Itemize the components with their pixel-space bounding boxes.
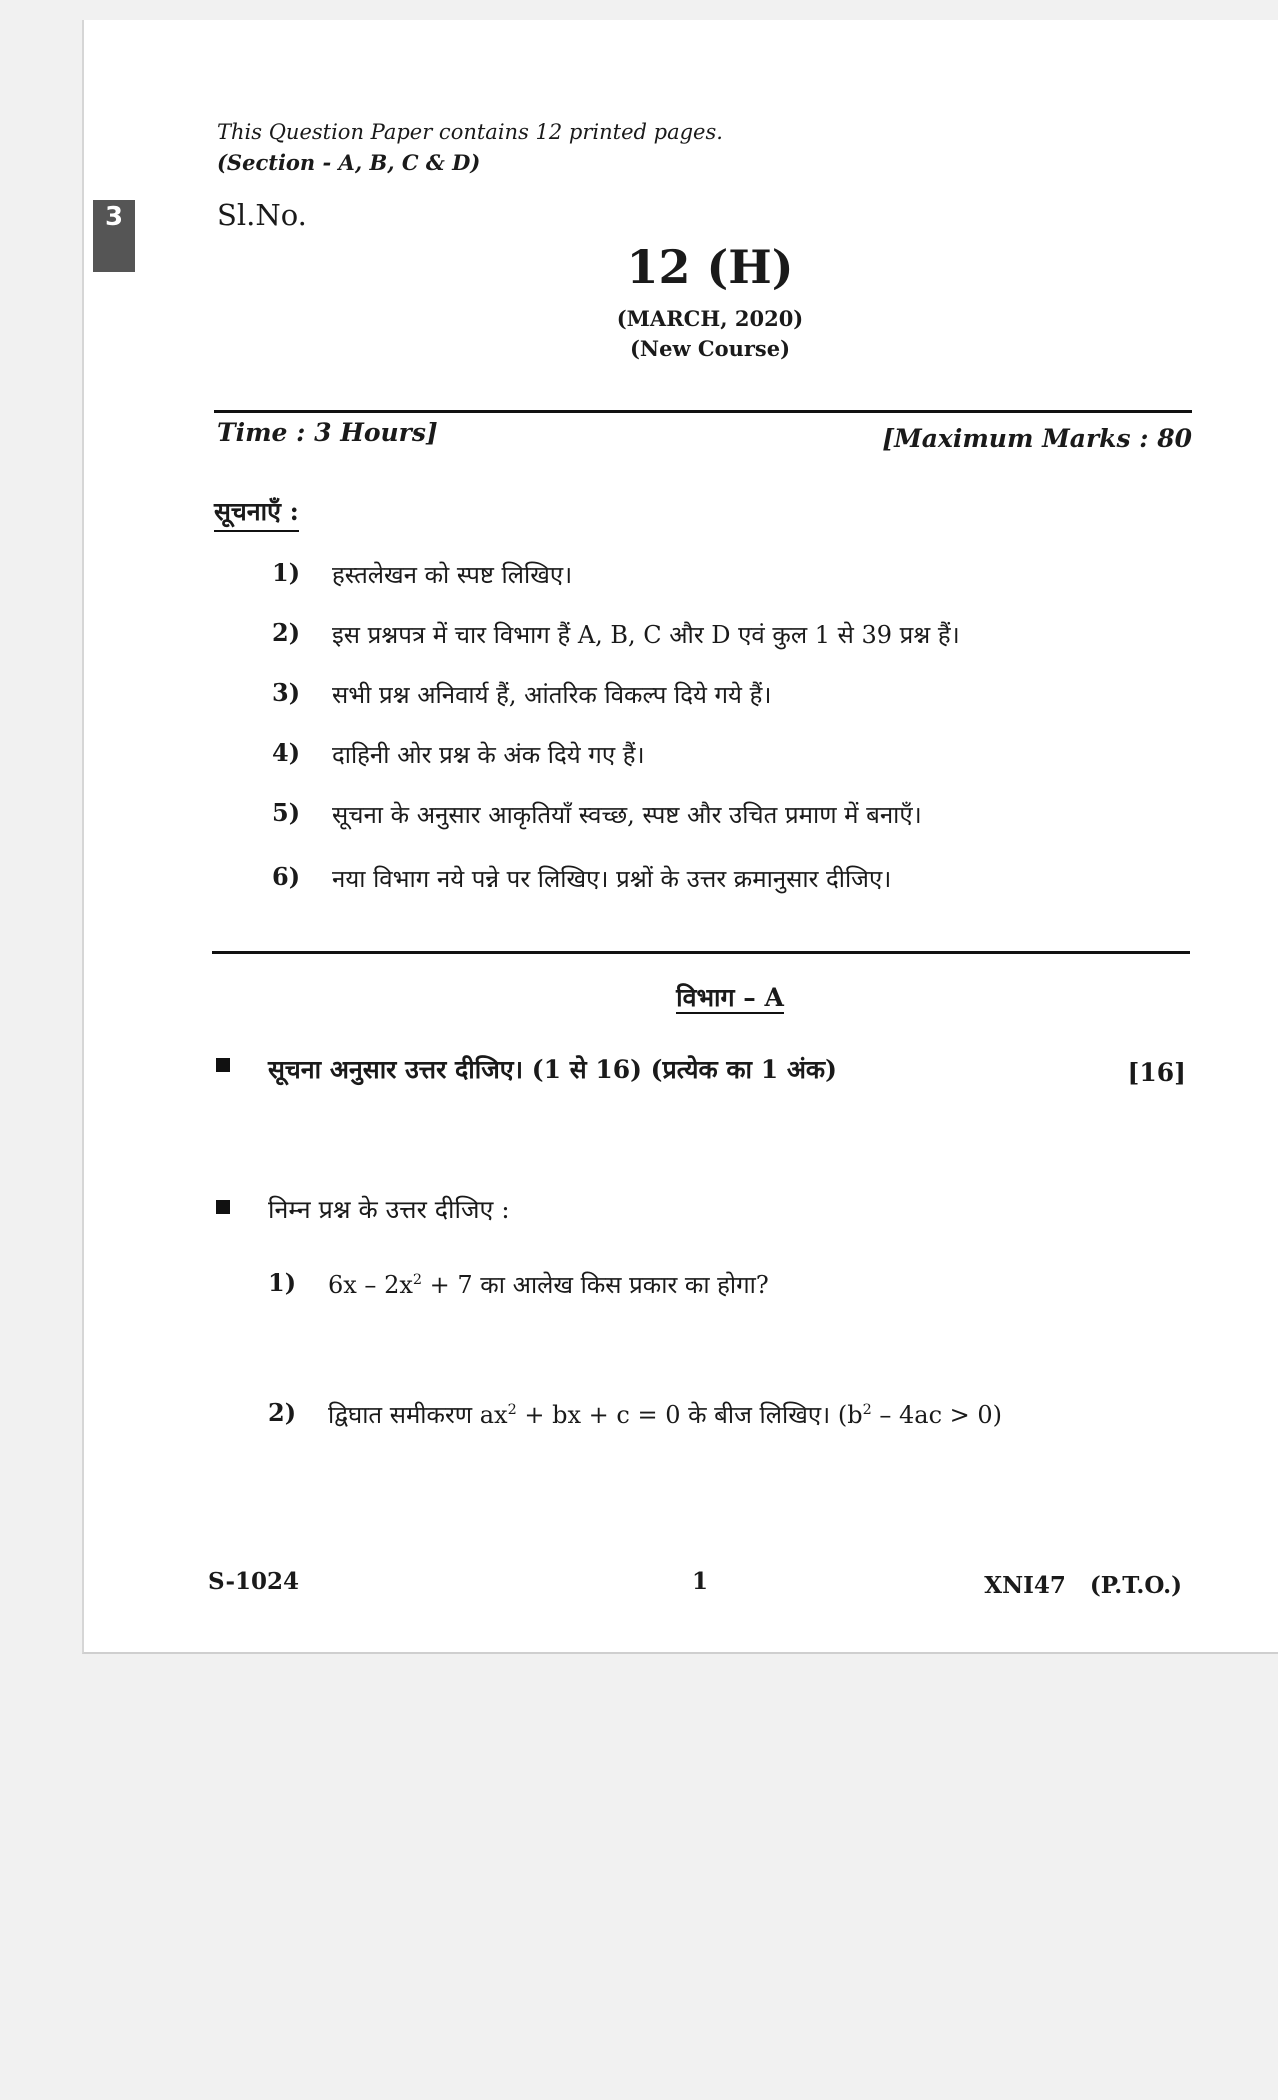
section-a-title-text: विभाग – A: [676, 983, 784, 1012]
question-text-part: 6x – 2x: [328, 1271, 413, 1299]
exam-date: (MARCH, 2020): [616, 306, 804, 331]
section-a-title: [580, 980, 880, 1014]
exponent: 2: [412, 1272, 423, 1288]
time-label: Time : 3 Hours]: [217, 418, 438, 447]
pages-line: This Question Paper contains 12 printed pages.: [217, 120, 723, 144]
question-number: 2): [268, 1398, 297, 1427]
instruction-text: सभी प्रश्न अनिवार्य हैं, आंतरिक विकल्प दिये गये हैं।: [332, 681, 772, 709]
slno-label: Sl.No.: [217, 198, 307, 232]
instruction-text: दाहिनी ओर प्रश्न के अंक दिये गए हैं।: [332, 741, 645, 769]
instruction-text: नया विभाग नये पन्ने पर लिखिए। प्रश्नों के उत्तर क्रमानुसार दीजिए।: [332, 865, 892, 893]
instruction-number: 6): [272, 862, 301, 891]
question-text-part: द्विघात समीकरण ax: [328, 1401, 508, 1429]
exponent: 2: [862, 1402, 872, 1418]
footer-right: XNI47 (P.T.O.): [984, 1572, 1182, 1599]
instruction-number: 1): [272, 558, 301, 587]
question-text: [328, 1268, 769, 1301]
page-number: 1: [691, 1568, 708, 1595]
instruction-number: 5): [272, 798, 301, 827]
instruction-text: इस प्रश्नपत्र में चार विभाग हैं A, B, C और D एवं कुल 1 से 39 प्रश्न हैं।: [332, 621, 960, 649]
header-divider: [214, 410, 1192, 413]
sub-instruction: निम्न प्रश्न के उत्तर दीजिए :: [268, 1195, 510, 1224]
instructions-divider: [212, 951, 1190, 954]
max-marks-label: [Maximum Marks : 80: [882, 424, 1192, 453]
course-label: (New Course): [629, 336, 791, 361]
bullet-icon: [216, 1200, 230, 1214]
sections-line: (Section - A, B, C & D): [217, 150, 481, 175]
instruction-number: 2): [272, 618, 301, 647]
instruction-text: हस्तलेखन को स्पष्ट लिखिए।: [332, 561, 573, 589]
instruction-number: 4): [272, 738, 301, 767]
bullet-icon: [216, 1058, 230, 1072]
question-text-part: – 4ac > 0): [871, 1401, 1003, 1429]
instructions-heading: सूचनाएँ :: [214, 494, 299, 532]
section-a-marks: [16]: [1127, 1058, 1186, 1087]
instruction-text: सूचना के अनुसार आकृतियाँ स्वच्छ, स्पष्ट और उचित प्रमाण में बनाएँ।: [332, 801, 922, 829]
question-text-part: + bx + c = 0 के बीज लिखिए। (b: [516, 1401, 863, 1429]
paper-code: 12 (H): [626, 240, 794, 294]
instruction-number: 3): [272, 678, 301, 707]
section-a-instruction: सूचना अनुसार उत्तर दीजिए। (1 से 16) (प्रत्येक का 1 अंक): [268, 1055, 837, 1084]
question-text: [328, 1398, 1002, 1431]
exponent: 2: [507, 1402, 517, 1418]
question-number: 1): [268, 1268, 297, 1297]
scan-side-mark: 3: [93, 200, 135, 272]
footer-code: S-1024: [208, 1568, 300, 1595]
question-text-part: + 7 का आलेख किस प्रकार का होगा?: [422, 1271, 769, 1299]
